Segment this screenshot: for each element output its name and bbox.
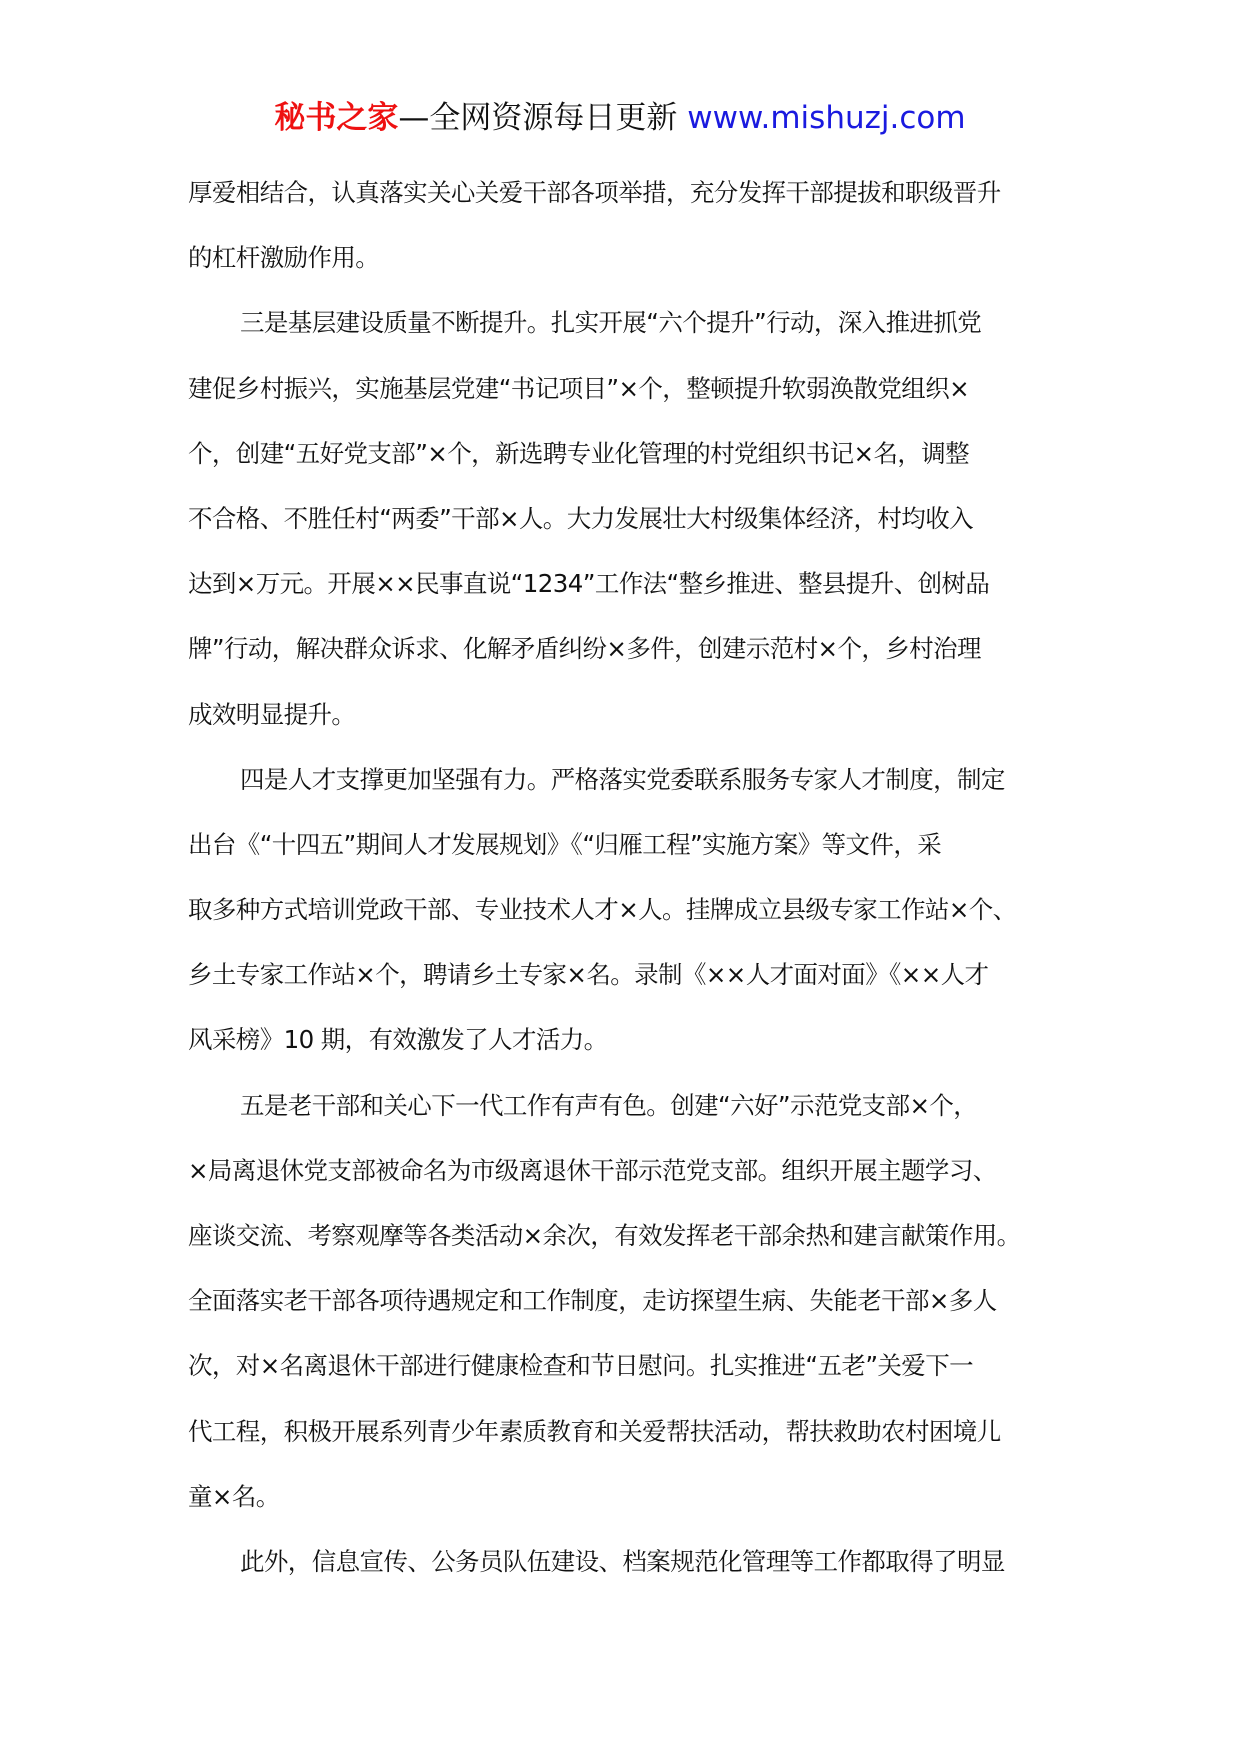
text-line: 风采榜》10 期，有效激发了人才活力。 [188,1025,608,1055]
text-line: 童×名。 [188,1481,280,1511]
text-line: 乡土专家工作站×个，聘请乡土专家×名。录制《××人才面对面》《××人才 [188,960,989,990]
paragraph-start: 三是基层建设质量不断提升。扎实开展“六个提升”行动，深入推进抓党 [240,308,982,338]
text-line: 达到×万元。开展××民事直说“1234”工作法“整乡推进、整县提升、创树品 [188,569,990,599]
text-line: ×局离退休党支部被命名为市级离退休干部示范党支部。组织开展主题学习、 [188,1155,997,1185]
text-line: 次，对×名离退休干部进行健康检查和节日慰问。扎实推进“五老”关爱下一 [188,1351,974,1381]
page-header [0,96,1240,140]
brand-name: 秘书之家 [274,100,399,136]
text-line: 个，创建“五好党支部”×个，新选聘专业化管理的村党组织书记×名，调整 [188,438,970,468]
text-line: 牌”行动，解决群众诉求、化解矛盾纠纷×多件，创建示范村×个，乡村治理 [188,634,981,664]
paragraph-start: 此外，信息宣传、公务员队伍建设、档案规范化管理等工作都取得了明显 [240,1546,1005,1576]
header-url[interactable]: www.mishuzj.com [687,100,966,136]
text-line: 不合格、不胜任村“两委”干部×人。大力发展壮大村级集体经济，村均收入 [188,503,974,533]
text-line: 座谈交流、考察观摩等各类活动×余次，有效发挥老干部余热和建言献策作用。 [188,1221,1021,1250]
text-line: 代工程，积极开展系列青少年素质教育和关爱帮扶活动，帮扶救助农村困境儿 [188,1416,1001,1446]
text-line: 建促乡村振兴，实施基层党建“书记项目”×个，整顿提升软弱涣散党组织× [188,373,970,403]
text-line: 的杠杆激励作用。 [188,243,380,273]
header-tagline: —全网资源每日更新 [398,100,688,136]
text-line: 出台《“十四五”期间人才发展规划》《“归雁工程”实施方案》等文件，采 [188,829,942,859]
text-line: 全面落实老干部各项待遇规定和工作制度，走访探望生病、失能老干部×多人 [188,1286,997,1316]
text-line: 成效明显提升。 [188,699,356,729]
paragraph-start: 五是老干部和关心下一代工作有声有色。创建“六好”示范党支部×个， [240,1090,978,1120]
document-body [188,160,1058,1594]
text-line: 取多种方式培训党政干部、专业技术人才×人。挂牌成立县级专家工作站×个、 [188,895,1017,925]
paragraph-start: 四是人才支撑更加坚强有力。严格落实党委联系服务专家人才制度，制定 [240,764,1005,794]
text-line: 厚爱相结合，认真落实关心关爱干部各项举措，充分发挥干部提拔和职级晋升 [188,178,1001,207]
